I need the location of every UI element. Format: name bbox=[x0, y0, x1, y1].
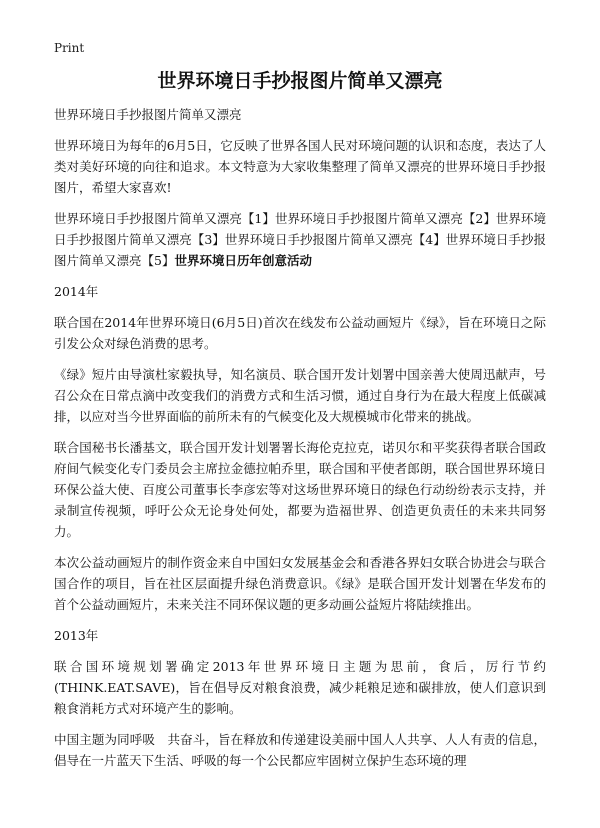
print-link[interactable]: Print bbox=[54, 41, 85, 55]
related-link-5[interactable]: 世界环境日手抄报图片简单又漂亮【5】 bbox=[54, 232, 546, 268]
related-links bbox=[54, 208, 546, 271]
section-year-2014: 2014年 bbox=[54, 284, 99, 299]
related-link-1[interactable]: 世界环境日手抄报图片简单又漂亮【1】 bbox=[54, 211, 275, 226]
paragraph-2013-1: 联合国环境规划署确定2013年世界环境日主题为思前，食后，厉行节约(THINK.EAT.SAVE)，旨在倡导反对粮食浪费，减少耗粮足迹和碳排放，使人们意识到粮食消耗方式对环境产生的影响。 bbox=[54, 659, 546, 716]
paragraph-2014-3: 联合国秘书长潘基文，联合国开发计划署署长海伦克拉克，诺贝尔和平奖获得者联合国政府间气候变化专门委员会主席拉金德拉帕乔里，联合国和平使者郎朗，联合国世界环境日环保公益大使、百度公司董事长李彦宏等对这场世界环境日的绿色行动纷纷表示支持，并录制宣传视频，呼吁公众无论身处何处，都要为造福世界、创造更负责任的未来共同努力。 bbox=[54, 440, 546, 539]
paragraph-2014-1: 联合国在2014年世界环境日(6月5日)首次在线发布公益动画短片《绿》，旨在环境日之际引发公众对绿色消费的思考。 bbox=[54, 315, 546, 351]
related-link-4[interactable]: 世界环境日手抄报图片简单又漂亮【4】 bbox=[224, 232, 446, 247]
section-year-2013: 2013年 bbox=[54, 628, 99, 643]
article-subtitle: 世界环境日手抄报图片简单又漂亮 bbox=[54, 107, 242, 122]
related-link-3[interactable]: 世界环境日手抄报图片简单又漂亮【3】 bbox=[54, 211, 546, 247]
paragraph-2014-2: 《绿》短片由导演杜家毅执导，知名演员、联合国开发计划署中国亲善大使周迅献声，号召公众在日常点滴中改变我们的消费方式和生活习惯，通过自身行为在最大程度上低碳减排，以应对当今世界面临的前所未有的气候变化及大规模城市化带来的挑战。 bbox=[54, 367, 546, 424]
paragraph-2013-2: 中国主题为同呼吸 共奋斗，旨在释放和传递建设美丽中国人人共享、人人有责的信息，倡导在一片蓝天下生活、呼吸的每一个公民都应牢固树立保护生态环境的理 bbox=[54, 732, 546, 768]
intro-paragraph: 世界环境日为每年的6月5日，它反映了世界各国人民对环境问题的认识和态度，表达了人类对美好环境的向往和追求。本文特意为大家收集整理了简单又漂亮的世界环境日手抄报图片，希望大家喜欢! bbox=[54, 138, 546, 195]
paragraph-2014-4: 本次公益动画短片的制作资金来自中国妇女发展基金会和香港各界妇女联合协进会与联合国合作的项目，旨在社区层面提升绿色消费意识。《绿》是联合国开发计划署在华发布的首个公益动画短片，未来关注不同环保议题的更多动画公益短片将陆续推出。 bbox=[54, 555, 546, 612]
related-link-2[interactable]: 世界环境日手抄报图片简单又漂亮【2】 bbox=[274, 211, 496, 226]
related-link-history[interactable]: 世界环境日历年创意活动 bbox=[174, 253, 312, 268]
page-title: 世界环境日手抄报图片简单又漂亮 bbox=[157, 70, 443, 92]
